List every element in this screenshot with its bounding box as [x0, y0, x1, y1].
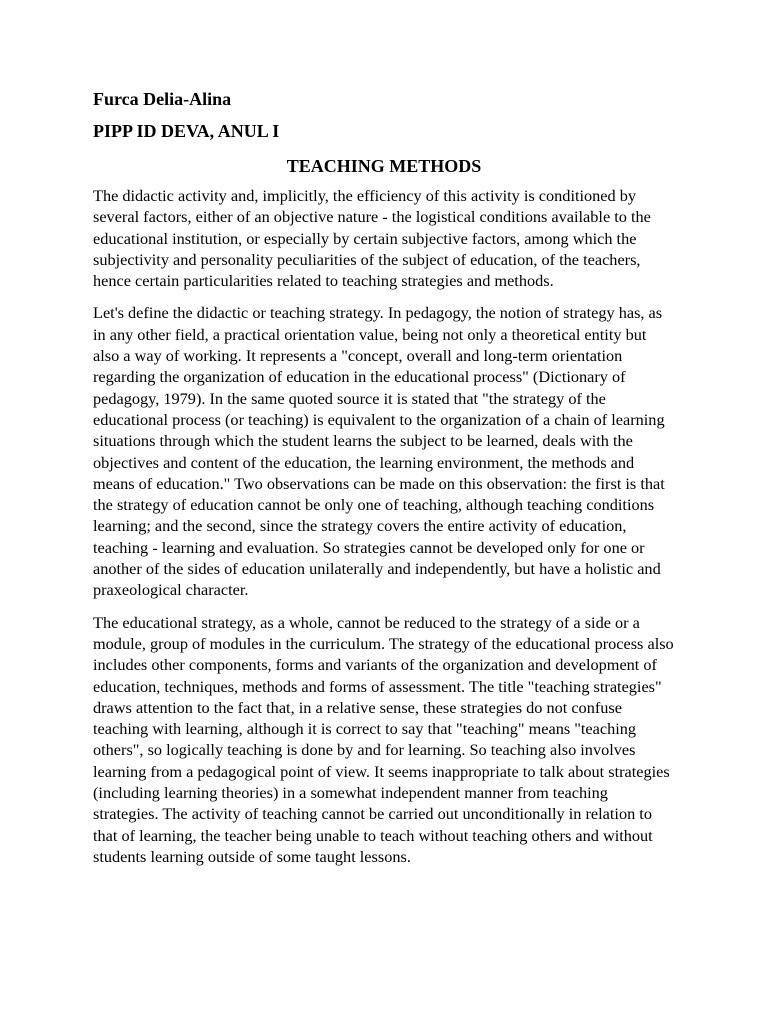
paragraph-3: The educational strategy, as a whole, cannot be reduced to the strategy of a side or a module, group of modules in the curriculum. The strategy of the educational process also includes other components, forms and variants of the organization and development of education, techniques, methods and forms of assessment. The title "teaching strategies" draws attention to the fact that, in a relative sense, these strategies do not confuse teaching with learning, although it is correct to say that "teaching" means "teaching others", so logically teaching is done by and for learning. So teaching also involves learning from a pedagogical point of view. It seems inappropriate to talk about strategies (including learning theories) in a somewhat independent manner from teaching strategies. The activity of teaching cannot be carried out unconditionally in relation to that of learning, the teacher being unable to teach without teaching others and without students learning outside of some taught lessons. — [93, 612, 674, 866]
author-name: Furca Delia-Alina — [93, 89, 232, 109]
document-content — [93, 86, 675, 878]
paragraph-2: Let's define the didactic or teaching strategy. In pedagogy, the notion of strategy has, as in any other field, a practical orientation value, being not only a theoretical entity but also a way of working. It represents a "concept, overall and long-term orientation regarding the organization of education in the educational process" (Dictionary of pedagogy, 1979). In the same quoted source it is stated that "the strategy of the educational process (or teaching) is equivalent to the organization of a chain of learning situations through which the student learns the subject to be learned, deals with the objectives and content of the education, the learning environment, the methods and means of education." Two observations can be made on this observation: the first is that the strategy of education cannot be only one of teaching, although teaching conditions learning; and the second, since the strategy covers the entire activity of education, teaching - learning and evaluation. So strategies cannot be developed only for one or another of the sides of education unilaterally and independently, but have a holistic and praxeological character. — [93, 303, 665, 600]
program-heading: PIPP ID DEVA, ANUL I — [93, 121, 280, 141]
paragraph-1: The didactic activity and, implicitly, the efficiency of this activity is conditioned by several factors, either of an objective nature - the logistical conditions available to the educational institution, or especially by certain subjective factors, among which the subjectivity and personality peculiarities of the subject of education, of the teachers, hence certain particularities related to teaching strategies and methods. — [93, 186, 651, 291]
document-title: TEACHING METHODS — [286, 156, 482, 176]
